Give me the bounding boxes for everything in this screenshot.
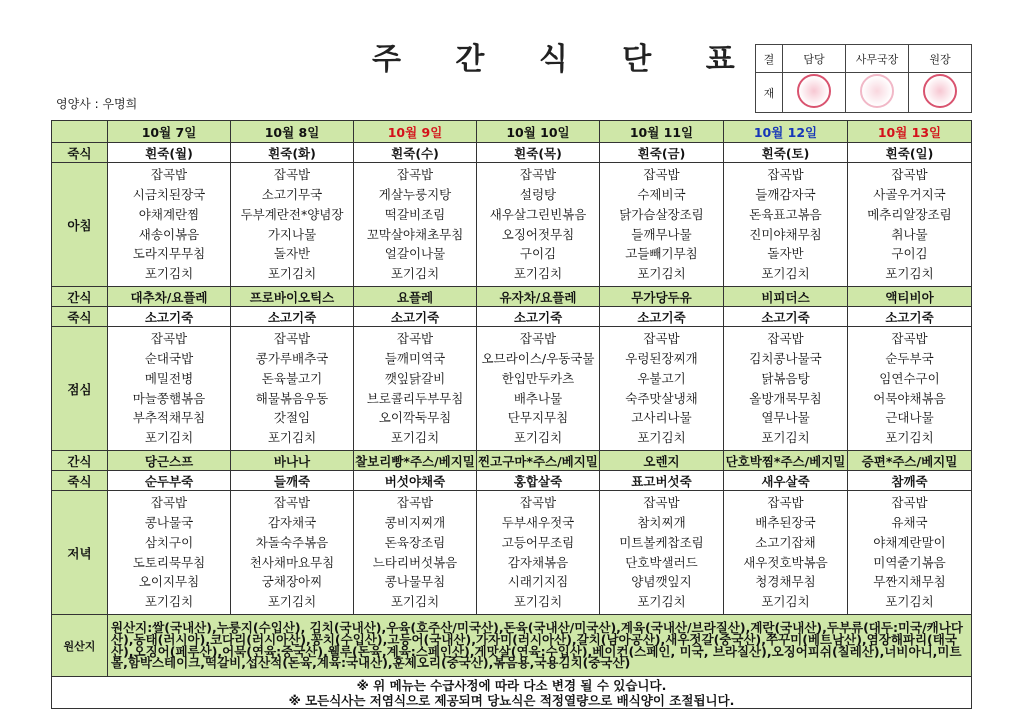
snack-pm-cell: 단호박찜*주스/베지밀	[724, 451, 848, 471]
menu-item: 콩나물국	[144, 514, 194, 530]
breakfast-porridge-cell: 흰죽(수)	[354, 143, 477, 163]
menu-item: 잡곡밥	[273, 167, 311, 183]
menu-item: 두부계란전*양념장	[240, 206, 344, 222]
menu-item: 포기김치	[144, 430, 194, 446]
breakfast-porridge-cell: 흰죽(월)	[108, 143, 231, 163]
menu-item: 느타리버섯볶음	[372, 554, 458, 570]
menu-item: 돌자반	[767, 246, 804, 262]
menu-item: 고들빼기무침	[625, 246, 698, 262]
menu-item: 메추리알장조림	[867, 206, 952, 222]
menu-item: 잡곡밥	[643, 331, 680, 347]
menu-item: 잡곡밥	[519, 495, 557, 511]
menu-item: 포기김치	[761, 266, 810, 282]
menu-item: 포기김치	[267, 266, 317, 282]
menu-item: 고사리나물	[631, 410, 692, 426]
approval-label-bottom: 재	[756, 73, 783, 113]
menu-item: 새송이볶음	[138, 226, 200, 242]
breakfast-menu-cell	[477, 163, 600, 287]
menu-item: 삼치구이	[144, 534, 194, 550]
menu-item: 돈육표고볶음	[749, 206, 822, 222]
menu-item: 참치찌개	[637, 514, 686, 530]
menu-item: 오이깍둑무침	[378, 410, 452, 426]
menu-item: 잡곡밥	[643, 167, 680, 183]
menu-item: 돌자반	[273, 246, 311, 262]
menu-item: 새우젓호박볶음	[743, 554, 828, 570]
approval-label-top: 결	[756, 45, 783, 73]
breakfast-porridge-cell: 흰죽(화)	[231, 143, 354, 163]
snack-pm-cell: 당근스프	[108, 451, 231, 471]
menu-item: 소고기잡채	[755, 534, 816, 550]
menu-item: 한입만두카츠	[501, 370, 575, 386]
menu-item: 우불고기	[637, 370, 686, 386]
menu-item: 오므라이스/우동국물	[481, 350, 595, 366]
dinner-porridge-cell: 표고버섯죽	[600, 471, 724, 491]
menu-item: 포기김치	[267, 594, 317, 610]
row-label-breakfast: 아침	[52, 163, 108, 287]
menu-item: 게살누룽지탕	[378, 186, 452, 202]
menu-item: 닭볶음탕	[761, 370, 810, 386]
menu-item: 돈육장조림	[384, 534, 446, 550]
menu-item: 고등어무조림	[501, 534, 575, 550]
origin-text: 원산지:쌀(국내산),누룽지(수입산), 김치(국내산),우육(호주산/미국산),돈육(국내산/미국산),계육(국내산/브라질산),계란(국내산),두부류(대두:미국/캐나다산),동태(러시아),코다리(러시아산),꽁치(수입산),고등어(국내산),가자미(러시아산),갈치(남아공산),새우젓갈(중국산),쭈꾸미(베트남산),염장해파리(태국산),오징어(페루산),어묵(연육:중국산),웰루(돈육,계육:스페인산),게맛살(연육:수입산),베이컨(스페인, 미국, 브라질산),오징어피쉬(칠레산),너비아니,미트볼,함박스테이크,떡갈비,섭산적(돈육,계육:국내산),훈제오리(중국산),볶음용,국용김치(중국산)	[108, 615, 972, 677]
row-label-lunch-porridge: 죽식	[52, 307, 108, 327]
menu-item: 배추된장국	[755, 514, 816, 530]
breakfast-menu-cell	[231, 163, 354, 287]
dinner-menu-cell	[477, 491, 600, 615]
menu-item: 야채계란말이	[873, 534, 946, 550]
menu-item: 포기김치	[761, 594, 810, 610]
snack-am-cell: 무가당두유	[600, 287, 724, 307]
seal-stamp-icon	[860, 74, 894, 108]
lunch-menu-cell	[600, 327, 724, 451]
menu-item: 취나물	[891, 226, 928, 242]
menu-item: 포기김치	[390, 430, 440, 446]
menu-item: 새우살그린빈볶음	[489, 206, 587, 222]
menu-item: 순두부국	[885, 350, 934, 366]
lunch-menu-cell	[231, 327, 354, 451]
menu-item: 포기김치	[637, 594, 686, 610]
menu-item: 마늘쫑햄볶음	[132, 390, 206, 406]
menu-item: 순대국밥	[144, 350, 194, 366]
menu-item: 무짠지채무침	[873, 574, 946, 590]
menu-item: 포기김치	[513, 430, 563, 446]
menu-item: 단호박샐러드	[625, 554, 698, 570]
menu-item: 잡곡밥	[767, 495, 804, 511]
breakfast-menu-cell	[600, 163, 724, 287]
dinner-porridge-cell: 들깨죽	[231, 471, 354, 491]
day-header: 10월 12일	[724, 121, 848, 143]
menu-item: 야채계란찜	[138, 206, 200, 222]
lunch-menu-cell	[724, 327, 848, 451]
menu-item: 숙주맛살냉채	[625, 390, 698, 406]
menu-item: 포기김치	[513, 266, 563, 282]
menu-item: 잡곡밥	[273, 495, 311, 511]
snack-am-cell: 비피더스	[724, 287, 848, 307]
menu-item: 시금치된장국	[132, 186, 206, 202]
menu-item: 닭가슴살장조림	[619, 206, 704, 222]
approval-role-office-manager: 사무국장	[846, 45, 909, 73]
menu-item: 들깨무나물	[631, 226, 692, 242]
menu-item: 잡곡밥	[396, 331, 434, 347]
menu-item: 열무나물	[761, 410, 810, 426]
menu-item: 올방개묵무침	[749, 390, 822, 406]
breakfast-menu-cell	[108, 163, 231, 287]
menu-item: 잡곡밥	[891, 495, 928, 511]
approval-role-staff: 담당	[783, 45, 846, 73]
snack-pm-cell: 찐고구마*주스/베지밀	[477, 451, 600, 471]
menu-item: 유채국	[891, 514, 928, 530]
menu-item: 꼬막살야채초무침	[366, 226, 464, 242]
menu-item: 포기김치	[513, 594, 563, 610]
menu-item: 도라지무무침	[132, 246, 206, 262]
row-label-origin: 원산지	[52, 615, 108, 677]
menu-item: 미역줄기볶음	[873, 554, 946, 570]
day-header: 10월 9일	[354, 121, 477, 143]
menu-item: 천사채마요무침	[249, 554, 335, 570]
dinner-menu-cell	[724, 491, 848, 615]
snack-am-cell: 프로바이오틱스	[231, 287, 354, 307]
menu-item: 사골우거지국	[873, 186, 946, 202]
menu-item: 포기김치	[637, 266, 686, 282]
menu-item: 근대나물	[885, 410, 934, 426]
menu-item: 김치콩나물국	[749, 350, 822, 366]
menu-item: 포기김치	[885, 266, 934, 282]
menu-item: 포기김치	[144, 594, 194, 610]
snack-am-cell: 액티비아	[848, 287, 972, 307]
menu-item: 잡곡밥	[396, 167, 434, 183]
menu-item: 떡갈비조림	[384, 206, 446, 222]
menu-item: 진미야채무침	[749, 226, 822, 242]
menu-item: 포기김치	[761, 430, 810, 446]
menu-item: 잡곡밥	[150, 495, 188, 511]
menu-item: 포기김치	[390, 266, 440, 282]
menu-item: 임연수구이	[879, 370, 940, 386]
menu-item: 잡곡밥	[150, 331, 188, 347]
approval-role-director: 원장	[909, 45, 972, 73]
breakfast-porridge-cell: 흰죽(목)	[477, 143, 600, 163]
menu-item: 포기김치	[267, 430, 317, 446]
menu-item: 갓절임	[273, 410, 311, 426]
row-label-snack-am: 간식	[52, 287, 108, 307]
menu-item: 차돌숙주볶음	[255, 534, 329, 550]
dinner-menu-cell	[354, 491, 477, 615]
menu-item: 포기김치	[390, 594, 440, 610]
lunch-porridge-cell: 소고기죽	[600, 307, 724, 327]
approval-stamp-office-manager	[846, 73, 909, 113]
menu-item: 양념깻잎지	[631, 574, 692, 590]
menu-item: 콩가루배추국	[255, 350, 329, 366]
menu-item: 두부새우젓국	[501, 514, 575, 530]
approval-stamp-director	[909, 73, 972, 113]
row-label-breakfast-porridge: 죽식	[52, 143, 108, 163]
menu-item: 구이김	[519, 246, 557, 262]
menu-item: 포기김치	[144, 266, 194, 282]
day-header: 10월 13일	[848, 121, 972, 143]
lunch-menu-cell	[354, 327, 477, 451]
snack-am-cell: 유자차/요플레	[477, 287, 600, 307]
dietitian-name: 영양사 : 우명희	[56, 97, 138, 111]
dinner-porridge-cell: 버섯야채죽	[354, 471, 477, 491]
snack-pm-cell: 오렌지	[600, 451, 724, 471]
menu-item: 소고기무국	[261, 186, 323, 202]
menu-item: 포기김치	[885, 594, 934, 610]
menu-item: 궁채장아찌	[261, 574, 323, 590]
menu-item: 잡곡밥	[396, 495, 434, 511]
menu-item: 포기김치	[637, 430, 686, 446]
header-corner	[52, 121, 108, 143]
menu-item: 구이김	[891, 246, 928, 262]
row-label-lunch: 점심	[52, 327, 108, 451]
dinner-porridge-cell: 새우살죽	[724, 471, 848, 491]
snack-pm-cell: 바나나	[231, 451, 354, 471]
day-header: 10월 11일	[600, 121, 724, 143]
menu-item: 청경채무침	[755, 574, 816, 590]
menu-item: 브로콜리두부무침	[366, 390, 464, 406]
breakfast-porridge-cell: 흰죽(금)	[600, 143, 724, 163]
dinner-menu-cell	[108, 491, 231, 615]
lunch-porridge-cell: 소고기죽	[848, 307, 972, 327]
lunch-porridge-cell: 소고기죽	[108, 307, 231, 327]
lunch-porridge-cell: 소고기죽	[724, 307, 848, 327]
lunch-menu-cell	[477, 327, 600, 451]
menu-item: 미트볼케찹조림	[619, 534, 704, 550]
day-header: 10월 10일	[477, 121, 600, 143]
approval-box	[755, 44, 972, 113]
breakfast-porridge-cell: 흰죽(일)	[848, 143, 972, 163]
breakfast-menu-cell	[724, 163, 848, 287]
lunch-porridge-cell: 소고기죽	[354, 307, 477, 327]
dinner-menu-cell	[600, 491, 724, 615]
dinner-menu-cell	[231, 491, 354, 615]
menu-item: 콩나물무침	[384, 574, 446, 590]
snack-pm-cell: 증편*주스/베지밀	[848, 451, 972, 471]
menu-item: 포기김치	[885, 430, 934, 446]
lunch-porridge-cell: 소고기죽	[477, 307, 600, 327]
snack-am-cell: 요플레	[354, 287, 477, 307]
menu-item: 잡곡밥	[519, 331, 557, 347]
dinner-menu-cell	[848, 491, 972, 615]
menu-item: 오이지무침	[138, 574, 200, 590]
menu-item: 감자채국	[267, 514, 317, 530]
menu-item: 잡곡밥	[891, 167, 928, 183]
menu-item: 도토리묵무침	[132, 554, 206, 570]
seal-stamp-icon	[923, 74, 957, 108]
menu-item: 메밀전병	[144, 370, 194, 386]
lunch-menu-cell	[848, 327, 972, 451]
seal-stamp-icon	[797, 74, 831, 108]
menu-item: 얼갈이나물	[384, 246, 446, 262]
menu-item: 잡곡밥	[767, 331, 804, 347]
row-label-dinner-porridge: 죽식	[52, 471, 108, 491]
menu-item: 시래기지짐	[507, 574, 569, 590]
breakfast-menu-cell	[354, 163, 477, 287]
menu-item: 어묵야채볶음	[873, 390, 946, 406]
row-label-snack-pm: 간식	[52, 451, 108, 471]
approval-stamp-staff	[783, 73, 846, 113]
menu-item: 잡곡밥	[643, 495, 680, 511]
menu-item: 들깨감자국	[755, 186, 816, 202]
menu-item: 수제비국	[637, 186, 686, 202]
day-header: 10월 7일	[108, 121, 231, 143]
dinner-porridge-cell: 참깨죽	[848, 471, 972, 491]
breakfast-menu-cell	[848, 163, 972, 287]
snack-am-cell: 대추차/요플레	[108, 287, 231, 307]
lunch-porridge-cell: 소고기죽	[231, 307, 354, 327]
menu-item: 잡곡밥	[273, 331, 311, 347]
dinner-porridge-cell: 홍합살죽	[477, 471, 600, 491]
day-header: 10월 8일	[231, 121, 354, 143]
menu-item: 단무지무침	[507, 410, 569, 426]
snack-pm-cell: 찰보리빵*주스/베지밀	[354, 451, 477, 471]
lunch-menu-cell	[108, 327, 231, 451]
dinner-porridge-cell: 순두부죽	[108, 471, 231, 491]
menu-item: 잡곡밥	[150, 167, 188, 183]
row-label-dinner: 저녁	[52, 491, 108, 615]
page-title: 주 간 식 단 표	[372, 42, 757, 77]
menu-item: 깻잎닭갈비	[384, 370, 446, 386]
menu-item: 콩비지찌개	[384, 514, 446, 530]
menu-item: 해물볶음우동	[255, 390, 329, 406]
notice-line: ※ 모든식사는 저염식으로 제공되며 당뇨식은 적정열량으로 배식양이 조절됩니다.	[288, 692, 735, 708]
menu-item: 오징어젓무침	[501, 226, 575, 242]
weekly-menu-table	[51, 120, 972, 709]
notice-line: ※ 위 메뉴는 수급사정에 따라 다소 변경 될 수 있습니다.	[356, 677, 667, 693]
menu-item: 잡곡밥	[767, 167, 804, 183]
menu-item: 잡곡밥	[519, 167, 557, 183]
notice-cell	[52, 677, 972, 709]
menu-item: 감자채볶음	[507, 554, 569, 570]
menu-item: 설렁탕	[519, 186, 557, 202]
menu-item: 부추적채무침	[132, 410, 206, 426]
breakfast-porridge-cell: 흰죽(토)	[724, 143, 848, 163]
menu-item: 가지나물	[267, 226, 317, 242]
menu-item: 우렁된장찌개	[625, 350, 698, 366]
menu-item: 배추나물	[513, 390, 563, 406]
menu-item: 잡곡밥	[891, 331, 928, 347]
menu-item: 들깨미역국	[384, 350, 446, 366]
menu-item: 돈육불고기	[261, 370, 323, 386]
